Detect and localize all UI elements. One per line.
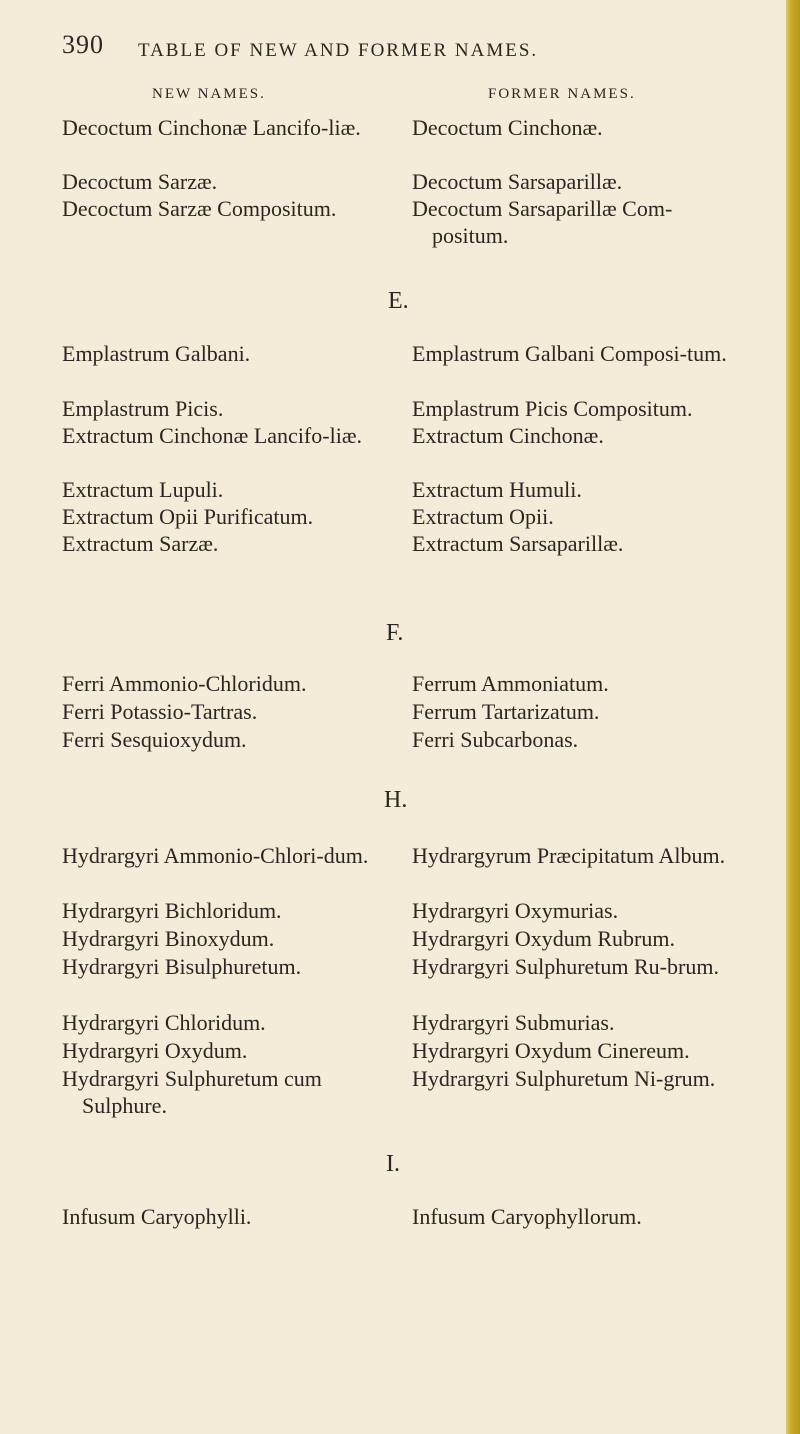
column-header-former: FORMER NAMES.	[488, 86, 636, 102]
new-name: Ferri Sesquioxydum.	[62, 727, 247, 752]
former-name: Decoctum Sarsaparillæ.	[412, 169, 623, 194]
new-name: Emplastrum Galbani.	[62, 341, 251, 366]
former-name: Hydrargyri Submurias.	[412, 1010, 615, 1035]
new-name: Emplastrum Picis.	[62, 396, 224, 421]
former-name: Extractum Sarsaparillæ.	[412, 531, 624, 556]
former-name: Hydrargyri Sulphuretum Ni-grum.	[412, 1066, 716, 1091]
new-name: Decoctum Sarzæ Compositum.	[62, 196, 337, 221]
section-letter: E.	[388, 288, 409, 314]
former-name: Decoctum Sarsaparillæ Com-positum.	[412, 196, 673, 248]
new-name: Ferri Ammonio-Chloridum.	[62, 671, 307, 696]
former-name: Decoctum Cinchonæ.	[412, 115, 603, 140]
former-name: Hydrargyri Oxymurias.	[412, 898, 619, 923]
former-name: Hydrargyrum Præcipitatum Album.	[412, 843, 726, 868]
page-header	[62, 30, 104, 60]
section-letter: F.	[386, 620, 404, 646]
new-name: Extractum Lupuli.	[62, 477, 224, 502]
former-name: Emplastrum Galbani Composi-tum.	[412, 341, 727, 366]
new-name: Hydrargyri Bisulphuretum.	[62, 954, 302, 979]
former-name: Hydrargyri Sulphuretum Ru-brum.	[412, 954, 719, 979]
former-name: Extractum Humuli.	[412, 477, 582, 502]
new-name: Hydrargyri Binoxydum.	[62, 926, 275, 951]
new-name: Hydrargyri Ammonio-Chlori-dum.	[62, 843, 369, 868]
former-name: Ferri Subcarbonas.	[412, 727, 579, 752]
section-letter: H.	[384, 787, 408, 813]
former-name: Infusum Caryophyllorum.	[412, 1204, 642, 1229]
running-head: TABLE OF NEW AND FORMER NAMES.	[138, 40, 539, 61]
new-name: Extractum Sarzæ.	[62, 531, 219, 556]
new-name: Extractum Opii Purificatum.	[62, 504, 314, 529]
column-header-new: NEW NAMES.	[152, 86, 266, 102]
section-letter: I.	[386, 1151, 400, 1177]
new-name: Hydrargyri Sulphuretum cum Sulphure.	[62, 1066, 322, 1118]
new-name: Extractum Cinchonæ Lancifo-liæ.	[62, 423, 362, 448]
former-name: Ferrum Ammoniatum.	[412, 671, 609, 696]
former-name: Hydrargyri Oxydum Rubrum.	[412, 926, 675, 951]
new-name: Hydrargyri Bichloridum.	[62, 898, 282, 923]
new-name: Infusum Caryophylli.	[62, 1204, 252, 1229]
former-name: Emplastrum Picis Compositum.	[412, 396, 693, 421]
former-name: Extractum Cinchonæ.	[412, 423, 604, 448]
new-name: Hydrargyri Chloridum.	[62, 1010, 266, 1035]
former-name: Hydrargyri Oxydum Cinereum.	[412, 1038, 690, 1063]
former-name: Ferrum Tartarizatum.	[412, 699, 600, 724]
new-name: Decoctum Cinchonæ Lancifo-liæ.	[62, 115, 361, 140]
page-edge	[786, 0, 800, 1434]
new-name: Hydrargyri Oxydum.	[62, 1038, 248, 1063]
new-name: Ferri Potassio-Tartras.	[62, 699, 258, 724]
new-name: Decoctum Sarzæ.	[62, 169, 218, 194]
former-name: Extractum Opii.	[412, 504, 554, 529]
page-number: 390	[62, 30, 104, 59]
